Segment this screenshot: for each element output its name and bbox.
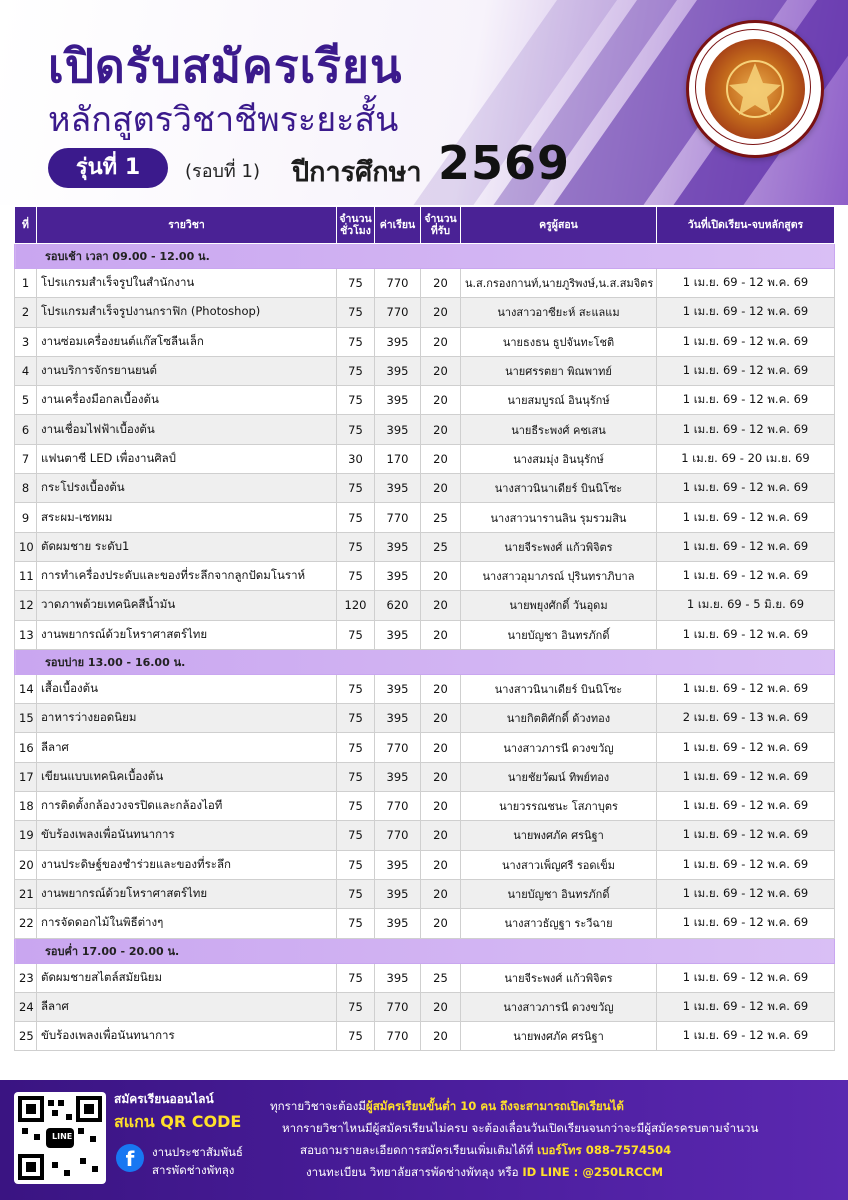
cell-fee: 770 (375, 269, 421, 298)
footer-note-1 (270, 1098, 624, 1116)
cell-fee: 395 (375, 386, 421, 415)
cell-teacher: นายจีระพงศ์ แก้วพิจิตร (461, 532, 657, 561)
cell-subject: งานพยากรณ์ด้วยโหราศาสตร์ไทย (37, 879, 337, 908)
cell-fee: 770 (375, 733, 421, 762)
online-apply-label: สมัครเรียนออนไลน์ (114, 1092, 214, 1106)
cell-hours: 75 (337, 269, 375, 298)
cell-subject: การติดตั้งกล้องวงจรปิดและกล้องไอที (37, 792, 337, 821)
cell-no: 8 (15, 474, 37, 503)
college-seal-logo (686, 20, 824, 158)
cell-hours: 75 (337, 474, 375, 503)
cell-hours: 75 (337, 561, 375, 590)
cell-subject: งานพยากรณ์ด้วยโหราศาสตร์ไทย (37, 620, 337, 649)
cell-dates: 1 เม.ย. 69 - 12 พ.ค. 69 (657, 620, 835, 649)
cell-teacher: นายศรรตยา พิณพาทย์ (461, 356, 657, 385)
cell-no: 17 (15, 762, 37, 791)
section-row (15, 244, 835, 269)
cell-teacher: นางสาวอาซียะห์ สะแลแม (461, 298, 657, 327)
cell-no: 5 (15, 386, 37, 415)
round-label: (รอบที่ 1) (185, 161, 260, 182)
table-row (15, 909, 835, 938)
table-row (15, 269, 835, 298)
qr-line-label: LINE (52, 1132, 73, 1141)
cell-seats: 20 (421, 298, 461, 327)
cell-fee: 770 (375, 992, 421, 1021)
cell-hours: 75 (337, 415, 375, 444)
table-row (15, 298, 835, 327)
col-header-hours (337, 207, 375, 244)
cell-seats: 20 (421, 386, 461, 415)
cell-hours: 75 (337, 733, 375, 762)
cell-seats: 20 (421, 909, 461, 938)
cell-hours: 75 (337, 762, 375, 791)
cell-no: 1 (15, 269, 37, 298)
cell-no: 16 (15, 733, 37, 762)
cell-dates: 1 เม.ย. 69 - 12 พ.ค. 69 (657, 909, 835, 938)
footer-line-id[interactable]: ID LINE : @250LRCCM (522, 1165, 663, 1179)
cell-dates: 1 เม.ย. 69 - 12 พ.ค. 69 (657, 327, 835, 356)
table-row (15, 415, 835, 444)
cell-hours: 75 (337, 909, 375, 938)
cell-seats: 25 (421, 503, 461, 532)
table-row (15, 356, 835, 385)
cell-subject: โปรแกรมสำเร็จรูปในสำนักงาน (37, 269, 337, 298)
cell-no: 12 (15, 591, 37, 620)
pr-label-line1: งานประชาสัมพันธ์ (152, 1145, 243, 1159)
cell-teacher: นางสาวเพ็ญศรี รอดเข็ม (461, 850, 657, 879)
col-header-hours-line1: จำนวน (339, 213, 372, 225)
cell-dates: 1 เม.ย. 69 - 12 พ.ค. 69 (657, 561, 835, 590)
cell-seats: 20 (421, 992, 461, 1021)
cell-subject: การจัดดอกไม้ในพิธีต่างๆ (37, 909, 337, 938)
cell-hours: 75 (337, 792, 375, 821)
table-row (15, 704, 835, 733)
table-row (15, 992, 835, 1021)
cell-fee: 770 (375, 503, 421, 532)
cell-dates: 2 เม.ย. 69 - 13 พ.ค. 69 (657, 704, 835, 733)
cell-subject: การทำเครื่องประดับและของที่ระลึกจากลูกปัดมโนราห์ (37, 561, 337, 590)
cell-teacher: นายบัญชา อินทรภักดิ์ (461, 879, 657, 908)
cell-teacher: นายสมบูรณ์ อินนุรักษ์ (461, 386, 657, 415)
cell-seats: 25 (421, 532, 461, 561)
table-row (15, 963, 835, 992)
cell-hours: 75 (337, 298, 375, 327)
cell-seats: 20 (421, 674, 461, 703)
cell-no: 6 (15, 415, 37, 444)
cell-fee: 395 (375, 561, 421, 590)
footer-note-2: หากรายวิชาไหนมีผู้สมัครเรียนไม่ครบ จะต้องเลื่อนวันเปิดเรียนจนกว่าจะมีผู้สมัครครบตามจำนวน (282, 1121, 759, 1135)
col-header-no: ที่ (15, 207, 37, 244)
cell-teacher: นางสาวนินาเดียร์ บินนิโซะ (461, 674, 657, 703)
table-row (15, 386, 835, 415)
cell-seats: 20 (421, 704, 461, 733)
facebook-icon[interactable]: f (116, 1144, 144, 1172)
cell-subject: งานบริการจักรยานยนต์ (37, 356, 337, 385)
cell-subject: ขับร้องเพลงเพื่อนันทนาการ (37, 1022, 337, 1051)
cell-subject: วาดภาพด้วยเทคนิคสีน้ำมัน (37, 591, 337, 620)
page-subtitle: หลักสูตรวิชาชีพระยะสั้น (48, 100, 399, 140)
cell-hours: 75 (337, 356, 375, 385)
cell-no: 18 (15, 792, 37, 821)
cell-dates: 1 เม.ย. 69 - 12 พ.ค. 69 (657, 415, 835, 444)
cell-hours: 75 (337, 879, 375, 908)
cell-fee: 395 (375, 532, 421, 561)
cell-dates: 1 เม.ย. 69 - 12 พ.ค. 69 (657, 963, 835, 992)
cell-fee: 770 (375, 792, 421, 821)
cell-hours: 75 (337, 1022, 375, 1051)
table-row (15, 879, 835, 908)
scan-qr-label: สแกน QR CODE (114, 1112, 242, 1131)
cell-dates: 1 เม.ย. 69 - 12 พ.ค. 69 (657, 821, 835, 850)
cell-subject: ตัดผมชายสไตล์สมัยนิยม (37, 963, 337, 992)
cell-no: 10 (15, 532, 37, 561)
cell-no: 15 (15, 704, 37, 733)
cell-dates: 1 เม.ย. 69 - 12 พ.ค. 69 (657, 792, 835, 821)
cell-fee: 395 (375, 674, 421, 703)
cell-seats: 20 (421, 591, 461, 620)
cell-fee: 395 (375, 963, 421, 992)
cell-teacher: นายวรรณชนะ โสภาบุตร (461, 792, 657, 821)
cell-subject: เสื้อเบื้องต้น (37, 674, 337, 703)
cell-subject: งานซ่อมเครื่องยนต์แก๊สโซลีนเล็ก (37, 327, 337, 356)
cell-fee: 395 (375, 356, 421, 385)
cell-dates: 1 เม.ย. 69 - 12 พ.ค. 69 (657, 762, 835, 791)
cell-fee: 770 (375, 1022, 421, 1051)
col-header-fee: ค่าเรียน (375, 207, 421, 244)
cell-teacher: นายพงศภัค ศรนิฐา (461, 821, 657, 850)
poster-footer (0, 1080, 848, 1200)
cell-hours: 75 (337, 532, 375, 561)
cell-hours: 30 (337, 444, 375, 473)
cell-subject: งานเครื่องมือกลเบื้องต้น (37, 386, 337, 415)
pr-label-line2: สารพัดช่างพัทลุง (152, 1163, 235, 1177)
cell-teacher: น.ส.กรองกานท์,นายภูริพงษ์,น.ส.สมจิตร (461, 269, 657, 298)
cell-seats: 20 (421, 327, 461, 356)
cell-teacher: นายบัญชา อินทรภักดิ์ (461, 620, 657, 649)
cell-fee: 395 (375, 850, 421, 879)
cell-hours: 75 (337, 674, 375, 703)
cell-seats: 20 (421, 879, 461, 908)
cell-dates: 1 เม.ย. 69 - 12 พ.ค. 69 (657, 850, 835, 879)
footer-note-3a: สอบถามรายละเอียดการสมัครเรียนเพิ่มเติมได้ที่ (300, 1143, 538, 1157)
cell-no: 22 (15, 909, 37, 938)
cell-hours: 75 (337, 620, 375, 649)
table-row (15, 591, 835, 620)
cell-fee: 770 (375, 821, 421, 850)
footer-phone[interactable]: เบอร์โทร 088-7574504 (537, 1143, 672, 1157)
cell-subject: ขับร้องเพลงเพื่อนันทนาการ (37, 821, 337, 850)
academic-year: 2569 (438, 136, 571, 190)
cell-fee: 170 (375, 444, 421, 473)
cell-seats: 20 (421, 620, 461, 649)
section-label: รอบค่ำ 17.00 - 20.00 น. (15, 938, 835, 963)
cell-no: 9 (15, 503, 37, 532)
cell-teacher: นางสมมุ่ง อินนุรักษ์ (461, 444, 657, 473)
cell-dates: 1 เม.ย. 69 - 12 พ.ค. 69 (657, 269, 835, 298)
cell-fee: 395 (375, 762, 421, 791)
cell-hours: 75 (337, 821, 375, 850)
cell-seats: 20 (421, 415, 461, 444)
cell-fee: 620 (375, 591, 421, 620)
table-row (15, 674, 835, 703)
cell-no: 25 (15, 1022, 37, 1051)
cell-subject: อาหารว่างยอดนิยม (37, 704, 337, 733)
cell-seats: 20 (421, 474, 461, 503)
cell-subject: ลีลาศ (37, 733, 337, 762)
cell-no: 14 (15, 674, 37, 703)
col-header-seats (421, 207, 461, 244)
table-row (15, 792, 835, 821)
cell-hours: 75 (337, 704, 375, 733)
course-table (14, 206, 834, 1051)
table-row (15, 1022, 835, 1051)
cell-fee: 395 (375, 474, 421, 503)
cell-no: 2 (15, 298, 37, 327)
cell-subject: แฟนตาซี LED เพื่องานศิลป์ (37, 444, 337, 473)
cell-dates: 1 เม.ย. 69 - 12 พ.ค. 69 (657, 356, 835, 385)
cell-subject: ตัดผมชาย ระดับ1 (37, 532, 337, 561)
poster-header (0, 0, 848, 205)
cell-subject: งานเชื่อมไฟฟ้าเบื้องต้น (37, 415, 337, 444)
footer-note-1b: ผู้สมัครเรียนขั้นต่ำ 10 คน ถึงจะสามารถเปิดเรียนได้ (365, 1099, 624, 1113)
col-header-seats-line1: จำนวน (424, 213, 457, 225)
cell-teacher: นางสาวนารานลิน รุมรวมสิน (461, 503, 657, 532)
cell-subject: สระผม-เซทผม (37, 503, 337, 532)
qr-code[interactable] (14, 1092, 106, 1184)
cell-hours: 120 (337, 591, 375, 620)
col-header-seats-line2: ที่รับ (430, 225, 451, 237)
cell-no: 24 (15, 992, 37, 1021)
cell-dates: 1 เม.ย. 69 - 12 พ.ค. 69 (657, 879, 835, 908)
cell-teacher: นางสาวภารนี ดวงขวัญ (461, 992, 657, 1021)
table-body (15, 244, 835, 1051)
cell-seats: 20 (421, 792, 461, 821)
footer-note-4 (306, 1164, 663, 1182)
cell-teacher: นายพยุงศักดิ์ วันอุดม (461, 591, 657, 620)
cell-seats: 20 (421, 444, 461, 473)
cell-fee: 395 (375, 879, 421, 908)
cell-seats: 20 (421, 762, 461, 791)
cell-dates: 1 เม.ย. 69 - 12 พ.ค. 69 (657, 298, 835, 327)
cell-fee: 395 (375, 909, 421, 938)
cell-no: 23 (15, 963, 37, 992)
table-row (15, 620, 835, 649)
cell-teacher: นายกิตติศักดิ์ ด้วงทอง (461, 704, 657, 733)
section-label: รอบเช้า เวลา 09.00 - 12.00 น. (15, 244, 835, 269)
seal-emblem-icon (689, 23, 821, 155)
table-row (15, 821, 835, 850)
cell-teacher: นายธงธน ธูปจันทะโชติ (461, 327, 657, 356)
cell-fee: 395 (375, 415, 421, 444)
cell-dates: 1 เม.ย. 69 - 5 มิ.ย. 69 (657, 591, 835, 620)
section-label: รอบบ่าย 13.00 - 16.00 น. (15, 649, 835, 674)
cell-dates: 1 เม.ย. 69 - 12 พ.ค. 69 (657, 386, 835, 415)
table-row (15, 850, 835, 879)
cell-dates: 1 เม.ย. 69 - 20 เม.ย. 69 (657, 444, 835, 473)
cell-no: 20 (15, 850, 37, 879)
cell-subject: ลีลาศ (37, 992, 337, 1021)
cell-hours: 75 (337, 850, 375, 879)
cell-no: 11 (15, 561, 37, 590)
footer-note-1a: ทุกรายวิชาจะต้องมี (270, 1099, 366, 1113)
cell-no: 7 (15, 444, 37, 473)
cell-seats: 20 (421, 561, 461, 590)
cell-teacher: นายจีระพงศ์ แก้วพิจิตร (461, 963, 657, 992)
page-title: เปิดรับสมัครเรียน (48, 39, 403, 93)
cell-no: 3 (15, 327, 37, 356)
cell-dates: 1 เม.ย. 69 - 12 พ.ค. 69 (657, 474, 835, 503)
cell-hours: 75 (337, 963, 375, 992)
col-header-dates: วันที่เปิดเรียน-จบหลักสูตร (657, 207, 835, 244)
cell-subject: งานประดิษฐ์ของชำร่วยและของที่ระลึก (37, 850, 337, 879)
cell-seats: 20 (421, 269, 461, 298)
cell-seats: 20 (421, 850, 461, 879)
cell-dates: 1 เม.ย. 69 - 12 พ.ค. 69 (657, 674, 835, 703)
cell-subject: กระโปรงเบื้องต้น (37, 474, 337, 503)
cell-teacher: นางสาวภารนี ดวงขวัญ (461, 733, 657, 762)
col-header-subject: รายวิชา (37, 207, 337, 244)
footer-note-4a: งานทะเบียน วิทยาลัยสารพัดช่างพัทลุง หรือ (306, 1165, 523, 1179)
cell-teacher: นายธีระพงศ์ คชเสน (461, 415, 657, 444)
cell-teacher: นายชัยวัฒน์ ทิพย์ทอง (461, 762, 657, 791)
col-header-hours-line2: ชั่วโมง (340, 225, 371, 237)
section-row (15, 649, 835, 674)
cell-teacher: นางสาวนินาเดียร์ บินนิโซะ (461, 474, 657, 503)
table-row (15, 733, 835, 762)
table-row (15, 561, 835, 590)
academic-year-label: ปีการศึกษา (292, 157, 422, 188)
cell-hours: 75 (337, 327, 375, 356)
cell-subject: เขียนแบบเทคนิคเบื้องต้น (37, 762, 337, 791)
cell-teacher: นายพงศภัค ศรนิฐา (461, 1022, 657, 1051)
footer-note-3 (300, 1142, 671, 1160)
cell-hours: 75 (337, 386, 375, 415)
cell-no: 13 (15, 620, 37, 649)
col-header-teacher: ครูผู้สอน (461, 207, 657, 244)
cell-seats: 20 (421, 1022, 461, 1051)
cell-fee: 395 (375, 620, 421, 649)
cell-no: 4 (15, 356, 37, 385)
cell-seats: 20 (421, 733, 461, 762)
cell-no: 19 (15, 821, 37, 850)
batch-badge: รุ่นที่ 1 (48, 148, 168, 188)
cell-dates: 1 เม.ย. 69 - 12 พ.ค. 69 (657, 503, 835, 532)
table-header-row (15, 207, 835, 244)
table-row (15, 327, 835, 356)
cell-dates: 1 เม.ย. 69 - 12 พ.ค. 69 (657, 1022, 835, 1051)
cell-dates: 1 เม.ย. 69 - 12 พ.ค. 69 (657, 733, 835, 762)
cell-hours: 75 (337, 503, 375, 532)
cell-dates: 1 เม.ย. 69 - 12 พ.ค. 69 (657, 992, 835, 1021)
cell-seats: 25 (421, 963, 461, 992)
table-row (15, 474, 835, 503)
cell-seats: 20 (421, 821, 461, 850)
cell-fee: 395 (375, 327, 421, 356)
cell-hours: 75 (337, 992, 375, 1021)
cell-dates: 1 เม.ย. 69 - 12 พ.ค. 69 (657, 532, 835, 561)
cell-teacher: นางสาวธัญฐา ระวีฉาย (461, 909, 657, 938)
section-row (15, 938, 835, 963)
cell-fee: 395 (375, 704, 421, 733)
table-row (15, 762, 835, 791)
cell-no: 21 (15, 879, 37, 908)
table-row (15, 503, 835, 532)
cell-fee: 770 (375, 298, 421, 327)
cell-seats: 20 (421, 356, 461, 385)
cell-subject: โปรแกรมสำเร็จรูปงานกราฟิก (Photoshop) (37, 298, 337, 327)
table-row (15, 444, 835, 473)
table-row (15, 532, 835, 561)
cell-teacher: นางสาวอุมาภรณ์ ปุรินทราภิบาล (461, 561, 657, 590)
